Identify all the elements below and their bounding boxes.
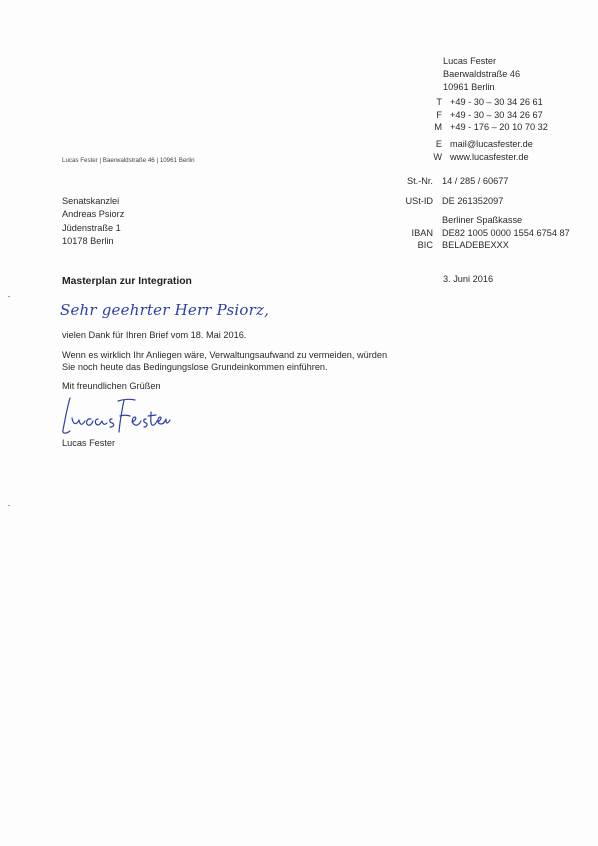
closing-phrase: Mit freundlichen Grüßen bbox=[62, 381, 161, 391]
contact-key: W bbox=[433, 151, 442, 162]
recipient-line: 10178 Berlin bbox=[62, 236, 114, 247]
email-link[interactable]: mail@lucasfester.de bbox=[450, 139, 533, 149]
contact-key: T bbox=[436, 97, 442, 107]
tax-row-stnr bbox=[400, 168, 570, 188]
contact-key: E bbox=[435, 139, 442, 149]
tax-bank-details bbox=[400, 168, 570, 252]
recipient-address bbox=[62, 195, 124, 249]
bank-row-name bbox=[400, 207, 570, 227]
website-link[interactable]: www.lucasfester.de bbox=[450, 151, 529, 162]
bank-key: BIC bbox=[417, 240, 433, 251]
sender-name: Lucas Fester bbox=[443, 56, 497, 66]
contact-row-mobile bbox=[418, 121, 548, 134]
contact-value: +49 - 30 – 30 34 26 67 bbox=[450, 109, 543, 120]
letter-subject: Masterplan zur Integration bbox=[62, 276, 192, 287]
body-paragraph: vielen Dank für Ihren Brief vom 18. Mai 2016. bbox=[62, 330, 247, 340]
contact-value: +49 - 176 – 20 10 70 32 bbox=[450, 122, 548, 133]
bank-name: Berliner Spaßkasse bbox=[442, 215, 523, 226]
letter-date: 3. Juni 2016 bbox=[443, 274, 494, 284]
body-line: Wenn es wirklich Ihr Anliegen wäre, Verwaltungsaufwand zu vermeiden, würden bbox=[62, 350, 388, 360]
contact-row-phone bbox=[418, 96, 548, 109]
bank-row-iban bbox=[400, 227, 570, 240]
contact-row-fax bbox=[418, 109, 548, 122]
sender-street: Baerwaldstraße 46 bbox=[443, 69, 521, 79]
contact-row-web bbox=[418, 151, 533, 164]
tax-key: St.-Nr. bbox=[406, 176, 433, 186]
sender-city: 10961 Berlin bbox=[443, 82, 495, 92]
signer-name: Lucas Fester bbox=[62, 438, 116, 448]
contact-row-email bbox=[418, 138, 533, 151]
recipient-line: Andreas Psiorz bbox=[62, 209, 125, 220]
handwritten-signature bbox=[58, 392, 178, 438]
handwritten-salutation: Sehr geehrter Herr Psiorz, bbox=[60, 301, 270, 319]
fold-mark bbox=[8, 296, 10, 297]
bank-row-bic bbox=[400, 239, 570, 252]
recipient-line: Senatskanzlei bbox=[62, 196, 120, 206]
tax-value: 14 / 285 / 60677 bbox=[442, 176, 509, 186]
bank-value: DE82 1005 0000 1554 6754 87 bbox=[442, 227, 570, 238]
contact-numbers bbox=[418, 96, 548, 134]
tax-value: DE 261352097 bbox=[442, 195, 504, 206]
body-line: Sie noch heute das Bedingungslose Grundeinkommen einführen. bbox=[62, 362, 328, 373]
tax-key: USt-ID bbox=[405, 195, 433, 206]
contact-key: M bbox=[434, 122, 442, 133]
sender-address bbox=[443, 55, 520, 94]
online-contact bbox=[418, 138, 533, 163]
bank-value: BELADEBEXXX bbox=[442, 240, 509, 251]
recipient-line: Jüdenstraße 1 bbox=[62, 222, 121, 233]
tax-row-ustid bbox=[400, 188, 570, 208]
bank-key: IBAN bbox=[411, 227, 433, 238]
return-address-line: Lucas Fester | Baerwaldstraße 46 | 10961 Berlin bbox=[62, 157, 195, 164]
contact-key: F bbox=[436, 109, 442, 120]
fold-mark bbox=[8, 505, 10, 506]
contact-value: +49 - 30 – 30 34 26 61 bbox=[450, 97, 543, 107]
body-paragraph bbox=[62, 349, 387, 374]
